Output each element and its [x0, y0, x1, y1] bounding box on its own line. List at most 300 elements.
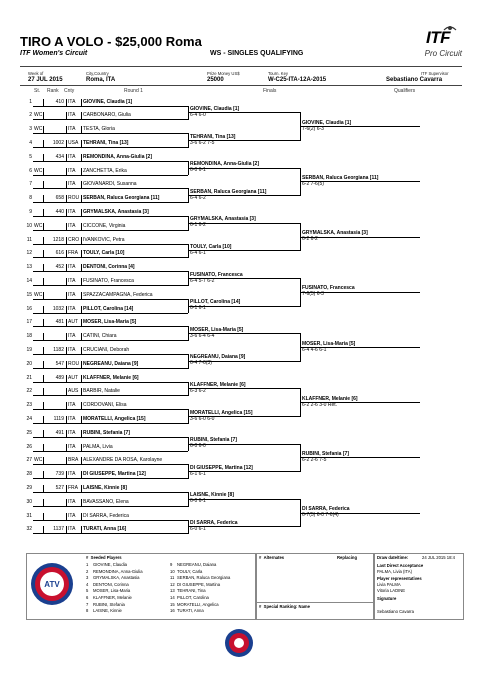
- col-separator: [81, 306, 82, 313]
- player-name[interactable]: TEHRANI, Tina [13]: [83, 139, 129, 146]
- round2-winner-name[interactable]: TOULY, Carla [10]: [190, 243, 232, 250]
- player-rank: 658: [55, 195, 64, 202]
- col-separator: [81, 416, 82, 423]
- draw-position: 2: [29, 112, 32, 119]
- col-separator: [66, 444, 67, 451]
- player-rank: 1137: [53, 526, 64, 533]
- draw-position: 7: [29, 181, 32, 188]
- final-score: 6-2 2-6 7-5: [302, 456, 327, 463]
- round2-score: 6-0 6-0: [190, 443, 206, 450]
- alternates-box: [256, 553, 374, 620]
- draw-position: 19: [26, 346, 32, 353]
- atv-logo: [30, 562, 74, 606]
- round1-line: [33, 147, 188, 148]
- round2-winner-name[interactable]: TEHRANI, Tina [13]: [190, 133, 236, 140]
- round1-line: [33, 188, 188, 189]
- round2-score: 6-1 6-2: [190, 222, 206, 229]
- col-separator: [66, 402, 67, 409]
- round2-winner-name[interactable]: MORATELLI, Angelica [15]: [190, 409, 253, 416]
- col-rank: Rank: [47, 88, 59, 94]
- col-separator: [66, 375, 67, 382]
- round1-line: [33, 492, 188, 493]
- round2-winner: [190, 134, 235, 146]
- qualifier: [302, 120, 351, 132]
- player-country: ITA: [68, 167, 76, 174]
- player-rank: 434: [55, 153, 64, 160]
- player-name[interactable]: ZANCHETTA, Erika: [83, 167, 127, 174]
- col-separator: [81, 457, 82, 464]
- seed-name: GRYMALSKA, Anastasia: [93, 575, 140, 581]
- seed-number: 5: [86, 588, 89, 594]
- col-separator: [43, 250, 44, 257]
- qualifier: [302, 341, 355, 353]
- round1-line: [33, 244, 188, 245]
- draw-row: [20, 126, 188, 133]
- draw-position: 3: [29, 126, 32, 133]
- entry-status: WC: [34, 222, 43, 229]
- prize-value: 25000: [207, 77, 224, 83]
- draw-row: [20, 457, 188, 464]
- col-separator: [43, 126, 44, 133]
- col-separator: [43, 444, 44, 451]
- draw-row: [20, 306, 188, 313]
- player-country: ITA: [68, 305, 76, 312]
- alternates-title-text: Alternates: [263, 555, 285, 560]
- round1-line: [33, 161, 188, 162]
- col-separator: [66, 306, 67, 313]
- draw-row: [20, 223, 188, 230]
- col-separator: [43, 223, 44, 230]
- player-name[interactable]: BAVASSANO, Elena: [83, 498, 129, 505]
- col-separator: [66, 333, 67, 340]
- supervisor-label: ITF Supervisor: [421, 71, 449, 76]
- player-name[interactable]: TURATI, Anna [16]: [83, 526, 127, 533]
- player-rank: 489: [55, 374, 64, 381]
- player-name[interactable]: MORATELLI, Angelica [15]: [83, 415, 146, 422]
- draw-row: [20, 416, 188, 423]
- col-separator: [43, 361, 44, 368]
- col-separator: [81, 471, 82, 478]
- col-separator: [66, 430, 67, 437]
- draw-row: [20, 333, 188, 340]
- seed-number: 11: [170, 575, 175, 581]
- player-rank: 1182: [53, 346, 64, 353]
- player-country: ITA: [68, 208, 76, 215]
- player-name[interactable]: NEGREANU, Daiana [9]: [83, 360, 139, 367]
- final-score: 7-6(5) 6-3: [302, 291, 324, 298]
- col-separator: [66, 223, 67, 230]
- col-separator: [81, 112, 82, 119]
- round2-winner-name[interactable]: GRYMALSKA, Anastasia [3]: [190, 216, 256, 223]
- logo-pro-text: Pro Circuit: [424, 49, 462, 58]
- col-separator: [81, 333, 82, 340]
- player-name[interactable]: BARBIR, Natalie: [83, 388, 120, 395]
- col-separator: [81, 154, 82, 161]
- round2-winner: [190, 189, 266, 201]
- col-separator: [43, 181, 44, 188]
- round2-score: 6-4 7-6(3): [190, 360, 212, 367]
- round2-score: 6-0 6-1: [190, 525, 206, 532]
- draw-position: 4: [29, 139, 32, 146]
- col-separator: [66, 278, 67, 285]
- player-name[interactable]: KLAFFNER, Melanie [6]: [83, 374, 139, 381]
- seed-number: 13: [170, 588, 175, 594]
- col-separator: [43, 347, 44, 354]
- round2-score: 3-6 6-2 7-5: [190, 139, 215, 146]
- col-separator: [66, 154, 67, 161]
- draw-row: [20, 485, 188, 492]
- col-separator: [81, 347, 82, 354]
- federation-seal: [224, 628, 254, 658]
- draw-row: [20, 375, 188, 382]
- final-score: 6-4 4-6 6-1: [302, 346, 327, 353]
- player-name[interactable]: FUSINATO, Francesca: [83, 277, 134, 284]
- round2-winner-name[interactable]: PILLOT, Carolina [14]: [190, 299, 241, 306]
- round1-line: [33, 423, 188, 424]
- col-separator: [66, 99, 67, 106]
- col-separator: [81, 513, 82, 520]
- draw-row: [20, 292, 188, 299]
- seed-name: PILLOT, Carolina: [177, 595, 209, 600]
- qualifier-name[interactable]: GIOVINE, Claudia [1]: [302, 119, 352, 126]
- special-ranking-text: Special Ranking: Name: [263, 604, 310, 609]
- player-name[interactable]: REMONDINA, Anna-Giulia [2]: [83, 153, 152, 160]
- round1-line: [33, 520, 188, 521]
- player-name[interactable]: RUBINI, Stefania [7]: [83, 429, 130, 436]
- col-separator: [43, 209, 44, 216]
- player-country: ITA: [68, 153, 76, 160]
- seed-name: RUBINI, Stefania: [93, 601, 125, 607]
- round2-winner-name[interactable]: DI GIUSEPPE, Martina [12]: [190, 464, 253, 471]
- draw-position: 31: [26, 512, 32, 519]
- qualifier-name[interactable]: SERBAN, Raluca Georgiana [11]: [302, 174, 379, 181]
- player-name[interactable]: ALEXANDRE DA ROSA, Karolayne: [83, 457, 163, 464]
- seed-name: NEGREANU, Daiana: [177, 562, 217, 567]
- seed-name: MORATELLI, Angelica: [177, 601, 219, 607]
- qualifier-name[interactable]: MOSER, Lisa-Maria [5]: [302, 340, 356, 347]
- player-name[interactable]: GRYMALSKA, Anastasia [3]: [83, 208, 149, 215]
- col-separator: [81, 278, 82, 285]
- round2-winner-name[interactable]: MOSER, Lisa-Maria [5]: [190, 326, 244, 333]
- round1-line: [33, 106, 188, 107]
- player-name[interactable]: DENTONI, Corinna [4]: [83, 264, 135, 271]
- player-name[interactable]: SERBAN, Raluca Georgiana [11]: [83, 195, 160, 202]
- round2-winner-name[interactable]: GIOVINE, Claudia [1]: [190, 105, 240, 112]
- player-name[interactable]: PALMA, Livia: [83, 443, 113, 450]
- qualifier-name[interactable]: GRYMALSKA, Anastasia [3]: [302, 230, 368, 237]
- qualifier-name[interactable]: RUBINI, Stefania [7]: [302, 450, 349, 457]
- col-separator: [81, 361, 82, 368]
- col-separator: [43, 264, 44, 271]
- col-separator: [43, 388, 44, 395]
- round2-winner: [190, 520, 238, 532]
- col-separator: [43, 526, 44, 533]
- round1-line: [33, 340, 188, 341]
- seed-name: GIOVINE, Claudia: [93, 562, 127, 567]
- player-country: AUT: [68, 374, 78, 381]
- col-separator: [66, 292, 67, 299]
- col-separator: [66, 499, 67, 506]
- qualifier-name[interactable]: DI SARRA, Federica: [302, 506, 350, 513]
- round2-winner-name[interactable]: KLAFFNER, Melanie [6]: [190, 381, 246, 388]
- player-rank: 410: [55, 98, 64, 105]
- draw-row: [20, 195, 188, 202]
- col-cnty: Cnty: [64, 88, 75, 94]
- draw-position: 11: [26, 236, 32, 243]
- qualifier: [302, 175, 378, 187]
- player-rank: 1002: [52, 139, 64, 146]
- round2-winner-name[interactable]: REMONDINA, Anna-Giulia [2]: [190, 161, 259, 168]
- entry-status: WC: [34, 126, 43, 133]
- player-country: FRA: [68, 484, 78, 491]
- draw-position: 28: [26, 471, 32, 478]
- draw-row: [20, 347, 188, 354]
- atv-emblem-icon: [30, 562, 74, 606]
- round1-line: [33, 313, 188, 314]
- player-name[interactable]: DI SARRA, Federica: [83, 512, 129, 519]
- signature-value: Sebastiano Cavarra: [377, 609, 415, 614]
- draw-row: [20, 181, 188, 188]
- player-name[interactable]: GIOVINE, Claudia [1]: [83, 98, 133, 105]
- seed-name: TEHRANI, Tina: [177, 588, 206, 594]
- player-country: ITA: [68, 498, 76, 505]
- seed-number: 2: [86, 568, 89, 574]
- event-name: WS - SINGLES QUALIFYING: [210, 50, 304, 57]
- col-separator: [81, 319, 82, 326]
- seed-number: 1: [86, 562, 89, 567]
- seed-number: 6: [86, 595, 89, 600]
- player-name[interactable]: CARBONARO, Giulia: [83, 112, 131, 119]
- col-round1: Round 1: [124, 88, 143, 94]
- player-country: BRA: [68, 457, 79, 464]
- player-name[interactable]: SPAZZACAMPAGNA, Federica: [83, 291, 153, 298]
- draw-row: [20, 361, 188, 368]
- seed-name: LAISNE, Kinnie: [93, 608, 122, 614]
- player-name[interactable]: PILLOT, Carolina [14]: [83, 305, 134, 312]
- col-separator: [66, 526, 67, 533]
- player-name[interactable]: GIOVANARDI, Susanna: [83, 181, 137, 188]
- seed-name: DI GIUSEPPE, Martina: [177, 581, 221, 587]
- atv-logo-text: ATV: [44, 580, 60, 589]
- round2-winner: [190, 492, 234, 504]
- entry-status: WC: [34, 457, 43, 464]
- qualifier-name[interactable]: FUSINATO, Francesca: [302, 285, 355, 292]
- draw-position: 12: [26, 250, 32, 257]
- player-country: CRO: [68, 236, 80, 243]
- seeded-title: # Seeded Players: [86, 555, 122, 560]
- round1-line: [33, 285, 188, 286]
- draw-row: [20, 237, 188, 244]
- round1-line: [33, 271, 188, 272]
- itf-logo: [400, 24, 462, 64]
- player-rank: 547: [55, 360, 64, 367]
- round1-line: [33, 506, 188, 507]
- col-separator: [66, 126, 67, 133]
- city-value: Roma, ITA: [86, 77, 116, 83]
- draw-position: 15: [26, 291, 32, 298]
- round2-winner: [190, 327, 243, 339]
- col-separator: [66, 457, 67, 464]
- draw-position: 17: [26, 319, 32, 326]
- player-name[interactable]: CORDOVANI, Elisa: [83, 402, 127, 409]
- final-score: 6-2 7-6(5): [302, 180, 324, 187]
- seed-name: DENTONI, Corinna: [93, 581, 129, 587]
- round2-winner-name[interactable]: NEGREANU, Daiana [9]: [190, 354, 246, 361]
- player-name[interactable]: CATINI, Chiara: [83, 333, 117, 340]
- last-direct-value: PALMA, Livia (ITA): [377, 569, 412, 574]
- round2-score: 3-6 6-4 6-4: [190, 332, 215, 339]
- round2-winner: [190, 465, 253, 477]
- col-separator: [43, 430, 44, 437]
- player-rank: 440: [55, 208, 64, 215]
- col-separator: [66, 471, 67, 478]
- draw-position: 16: [26, 305, 32, 312]
- round2-winner: [190, 410, 253, 422]
- rep-2: Vitoria LADINE: [377, 588, 406, 593]
- col-separator: [66, 112, 67, 119]
- player-name[interactable]: DI GIUSEPPE, Martina [12]: [83, 471, 146, 478]
- player-name[interactable]: TOULY, Carla [10]: [83, 250, 125, 257]
- col-separator: [81, 237, 82, 244]
- col-separator: [43, 154, 44, 161]
- player-name[interactable]: IVANKOVIC, Petra: [83, 236, 125, 243]
- seed-number: 8: [86, 608, 89, 614]
- player-country: ITA: [68, 112, 76, 119]
- final-score: 6-2 2-6 3-0 Ret.: [302, 401, 338, 408]
- player-name[interactable]: TESTA, Gloria: [83, 126, 115, 133]
- seed-number: 14: [170, 595, 175, 600]
- player-rank: 739: [55, 471, 64, 478]
- draw-row: [20, 402, 188, 409]
- col-separator: [81, 209, 82, 216]
- player-country: ITA: [68, 526, 76, 533]
- player-country: ROU: [68, 360, 80, 367]
- col-separator: [66, 237, 67, 244]
- player-rank: 1119: [53, 415, 64, 422]
- player-name[interactable]: CRUCIANI, Deborah: [83, 346, 130, 353]
- entry-status: WC: [34, 291, 43, 298]
- player-country: ROU: [68, 195, 80, 202]
- logo-itf-text: ITF: [426, 28, 450, 47]
- draw-position: 13: [26, 264, 32, 271]
- round2-winner: [190, 382, 246, 394]
- draw-position: 25: [26, 429, 32, 436]
- qualifier-name[interactable]: KLAFFNER, Melanie [6]: [302, 395, 358, 402]
- seed-number: 4: [86, 581, 89, 587]
- round2-winner-name[interactable]: SERBAN, Raluca Georgiana [11]: [190, 188, 267, 195]
- round2-score: 6-0 6-1: [190, 498, 206, 505]
- col-separator: [43, 375, 44, 382]
- seeded-title-text: Seeded Players: [90, 555, 122, 560]
- draw-position: 23: [26, 402, 32, 409]
- entry-status: WC: [34, 112, 43, 119]
- federation-seal-icon: [224, 628, 254, 658]
- signature-label: Signature: [377, 596, 397, 601]
- col-separator: [81, 126, 82, 133]
- key-label: Tourn. Key: [268, 71, 289, 76]
- header-divider: [20, 66, 462, 67]
- player-country: ITA: [68, 126, 76, 133]
- draw-row: [20, 444, 188, 451]
- round1-line: [33, 533, 188, 534]
- draw-row: [20, 319, 188, 326]
- draw-row: [20, 250, 188, 257]
- round2-winner-name[interactable]: FUSINATO, Francesca: [190, 271, 243, 278]
- round1-line: [33, 354, 188, 355]
- draw-row: [20, 430, 188, 437]
- player-name[interactable]: CICCONE, Virginia: [83, 222, 126, 229]
- round1-line: [33, 382, 188, 383]
- draw-row: [20, 112, 188, 119]
- qualifier: [302, 285, 355, 297]
- col-st: St.: [34, 88, 41, 94]
- round2-winner: [190, 244, 231, 256]
- draw-row: [20, 278, 188, 285]
- draw-position: 21: [26, 374, 32, 381]
- city-label: City,Country: [86, 71, 109, 76]
- col-separator: [43, 140, 44, 147]
- round2-winner-name[interactable]: RUBINI, Stefania [7]: [190, 437, 237, 444]
- draw-row: [20, 168, 188, 175]
- col-separator: [66, 250, 67, 257]
- col-separator: [81, 223, 82, 230]
- col-separator: [43, 195, 44, 202]
- special-divider: [256, 602, 374, 603]
- round2-winner-name[interactable]: LAISNE, Kinnie [8]: [190, 492, 234, 499]
- draw-position: 30: [26, 498, 32, 505]
- round1-line: [33, 216, 188, 217]
- player-rank: 491: [55, 429, 64, 436]
- col-separator: [43, 333, 44, 340]
- draw-row: [20, 264, 188, 271]
- player-country: ITA: [68, 415, 76, 422]
- player-country: AUS: [68, 388, 79, 395]
- draw-position: 20: [26, 360, 32, 367]
- col-separator: [81, 444, 82, 451]
- player-rank: 452: [55, 264, 64, 271]
- col-separator: [66, 361, 67, 368]
- seed-name: SERBAN, Raluca Georgiana: [177, 575, 231, 581]
- player-country: ITA: [68, 512, 76, 519]
- col-separator: [43, 99, 44, 106]
- draw-row: [20, 499, 188, 506]
- round1-line: [33, 478, 188, 479]
- col-separator: [81, 99, 82, 106]
- player-name[interactable]: MOSER, Lisa-Maria [5]: [83, 319, 137, 326]
- player-country: ITA: [68, 429, 76, 436]
- draw-position: 29: [26, 484, 32, 491]
- col-separator: [43, 457, 44, 464]
- col-separator: [81, 375, 82, 382]
- round1-line: [33, 368, 188, 369]
- draw-date-value: 24 JUL 2015 18:4: [422, 555, 455, 560]
- col-separator: [81, 292, 82, 299]
- player-country: ITA: [68, 181, 76, 188]
- draw-position: 18: [26, 333, 32, 340]
- alternates-title: # Alternates: [259, 555, 285, 560]
- draw-position: 24: [26, 415, 32, 422]
- header-divider-2: [20, 85, 462, 86]
- draw-position: 10: [26, 222, 32, 229]
- round2-winner-name[interactable]: DI SARRA, Federica: [190, 519, 238, 526]
- col-separator: [66, 181, 67, 188]
- player-name[interactable]: LAISNE, Kinnie [8]: [83, 484, 127, 491]
- draw-position: 22: [26, 388, 32, 395]
- supervisor-value: Sebastiano Cavarra: [386, 77, 443, 83]
- qualifier: [302, 230, 368, 242]
- key-value: W-C25-ITA-12A-2015: [268, 77, 327, 83]
- draw-position: 5: [29, 153, 32, 160]
